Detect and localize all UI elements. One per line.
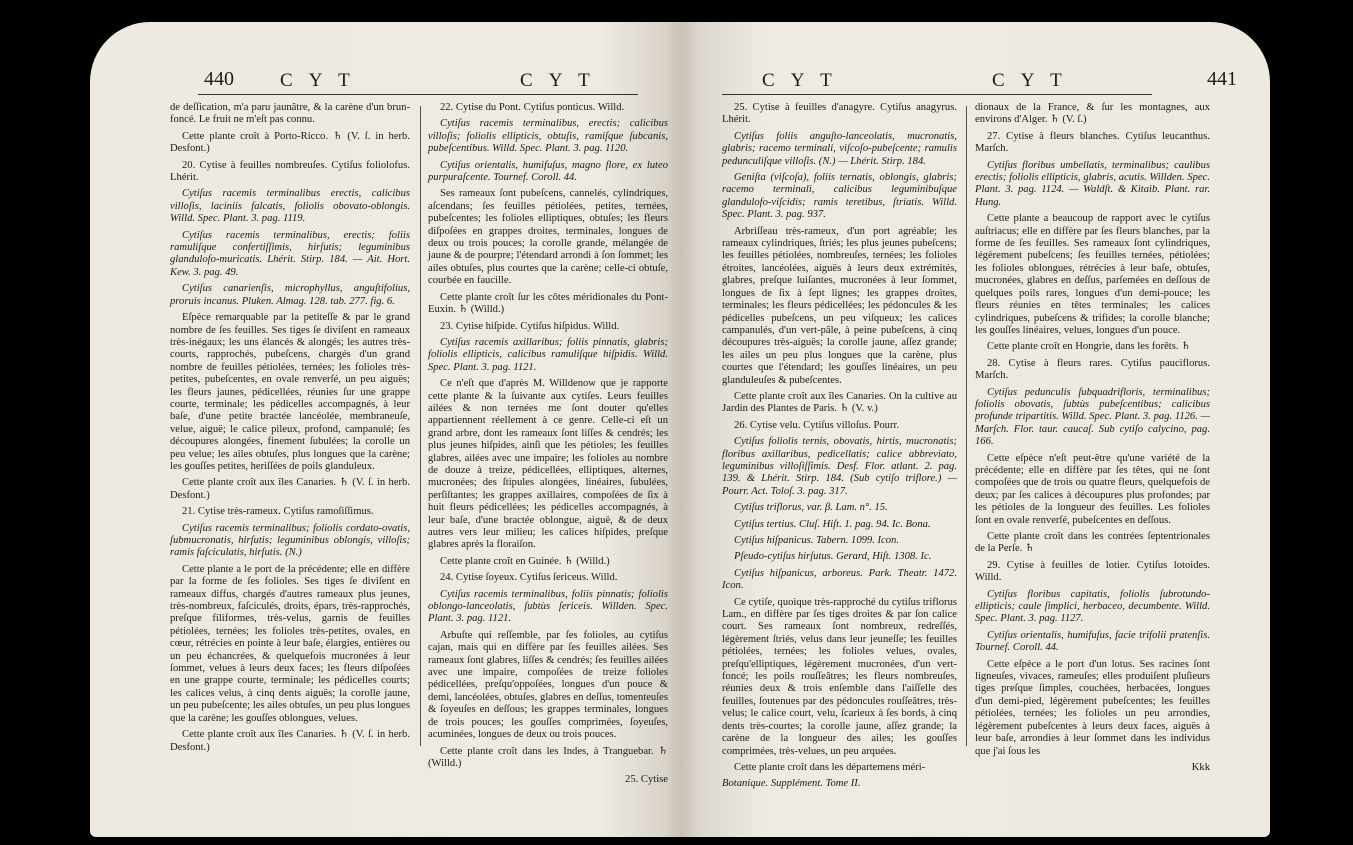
paragraph: Cytiſus orientalis, humifuſus, magno flore, ex luteo purpuraſcente. Tournef. Coroll. 44. (428, 159, 668, 184)
paragraph: Ce n'eſt que d'après M. Willdenow que je rapporte cette plante & la ſuivante aux cytiſes. Leurs feuilles ailées & non ternées me ſont douter qu'elles appartiennent réellement à ce genre. Celle-ci eſt un grand arbre, dont les rameaux ſont liſſes & cendrés; les plus jeunes hiſpides, ainſi que les pétioles; les feuilles glabres, ailées avec une impaire; les folioles au nombre de douze à treize, pédicellées, elliptiques, alternes, mucronées; des ſtipules alongées, linéaires, ſubulées, perſiſtantes; les grappes axillaires, compoſées de ſix à huit fleurs pédicellées; les pédicelles accompagnés, à leur baſe, d'une bractée oblongue, aiguë, & de deux autres vers leur milieu; les calices hiſpides, preſque glabres après la floraiſon. (428, 378, 668, 551)
paragraph: Cette plante croît dans les contrées ſeptentrionales de la Perſe. ♄ (975, 531, 1210, 555)
paragraph: Cette plante a le port de la précédente; elle en diffère par la forme de ſes folioles. Ses tiges ſe diviſent en rameaux diffus, chargés d'autres rameaux plus jeunes, très-nombreux, faſciculés, droits, épars, très-rapprochés, preſque filiformes, très-velus, garnis de feuilles pétiolées, ternées; les folioles très-petites, ovales, en cœur, rétrécies en pointe à leur baſe, élargies, entières ou un peu échancrées, & quelquefois mucronées à leur ſommet, velues à leurs deux faces; les fleurs diſpoſées en une grappe courte, terminale; les pédicelles courts; les calices velus, à cinq dents aiguës; la corolle jaune, un peu pubeſcente; les ailes obtuſes, un peu plus longues que la carène; les gouſſes oblongues, velues. (170, 563, 410, 724)
paragraph: Cytiſus hiſpanicus, arboreus. Park. Theatr. 1472. Icon. (722, 567, 957, 592)
paragraph: Ses rameaux ſont pubeſcens, cannelés, cylindriques, aſcendans; ſes feuilles pétiolées, petites, ternées, pubeſcentes; les folioles elliptiques, obtuſes; les fleurs diſpoſées en grappes droites, terminales, longues de deux ou trois pouces; la corolle grande, mélangée de jaune & de pourpre; l'étendard arrondi à ſon ſommet; les ailes obtuſes, plus courtes que la carène; celle-ci obtuſe, courbée en faucille. (428, 188, 668, 287)
paragraph: 25. Cytise (625, 774, 668, 786)
paragraph: 28. Cytise à fleurs rares. Cytiſus pauciflorus. Marſch. (975, 357, 1210, 382)
paragraph: Cytiſus pedunculis ſubquadrifloris, terminalibus; foliolis obovatis, ſubtùs pubeſcentibus; calicibus profunde tripartitis. Willd. Spec. Plant. 3. pag. 1126. — Marſch. Flor. taur. caucaſ. Sub cytiſo calycino, pag. 166. (975, 386, 1210, 448)
paragraph: Cette plante croît aux îles Canaries. ♄ (V. ſ. in herb. Desfont.) (170, 477, 410, 501)
paragraph: Cytiſus racemis axillaribus; foliis pinnatis, glabris; foliolis ellipticis, calicibus ramuliſque hiſpidis. Willd. Spec. Plant. 3. pag. 1121. (428, 336, 668, 373)
paragraph: Cette plante croît en Guinée. ♄ (Willd.) (440, 555, 610, 567)
paragraph: Cette eſpèce a le port d'un lotus. Ses racines ſont ligneuſes, vivaces, rameuſes; elles produiſent pluſieurs tiges preſque ſimples, couchées, herbacées, longues d'un demi-pied, légèrement pubeſcentes; les feuilles pétiolées, ternées; les folioles un peu arrondies, légèrement pubeſcentes à leurs deux faces, aiguës à leur baſe, arrondies à leur ſommet dans les individus que j'ai ſous les (975, 658, 1210, 757)
left-column-2 (428, 102, 668, 791)
paragraph: Cytiſus racemis terminalibus; foliolis cordato-ovatis, ſubmucronatis, hirſutis; leguminibus oblongis, villoſis; ramis faſciculatis, hirſutis. (N.) (170, 522, 410, 559)
left-column-1 (170, 102, 410, 758)
paragraph: Cette plante croît ſur les côtes méridionales du Pont-Euxin. ♄ (Willd.) (428, 291, 668, 316)
paragraph: Cytiſus racemis terminalibus, erectis; calicibus villoſis; foliolis ellipticis, obtuſis, ramiſque ſubcanis, pubeſcentibus. Willd. Spec. Plant. 3. pag. 1120. (428, 118, 668, 155)
right-column-1 (722, 102, 957, 795)
paragraph: 22. Cytise du Pont. Cytiſus ponticus. Willd. (440, 102, 625, 113)
paragraph: Cette eſpèce n'eſt peut-être qu'une variété de la précédente; elle en diffère par ſes têtes, qui ne ſont compoſées que de trois ou quatre fleurs, quelquefois de deux; par ſes calices à découpures plus profondes; par les pétioles de la longueur des feuilles. Les folioles ſont en ovale renverſé, pubeſcentes en deſſous. (975, 452, 1210, 526)
running-header-left-a: C Y T (280, 70, 356, 91)
left-page (90, 22, 682, 837)
paragraph: Cette plante croît dans les Indes, à Tranguebar. ♄ (Willd.) (428, 745, 668, 769)
paragraph: Cette plante croît à Porto-Ricco. ♄ (V. ſ. in herb. Desfont.) (170, 130, 410, 155)
paragraph: Cette plante croît aux îles Canaries. ♄ (V. ſ. in herb. Desfont.) (170, 729, 410, 753)
paragraph: Kkk (1191, 761, 1210, 773)
column-divider-left (420, 106, 421, 746)
paragraph: 26. Cytise velu. Cytiſus villoſus. Pourr. (734, 419, 900, 431)
paragraph: 29. Cytise à feuilles de lotier. Cytiſus lotoides. Willd. (975, 559, 1210, 584)
paragraph: 23. Cytise hiſpide. Cytiſus hiſpidus. Willd. (440, 320, 620, 332)
paragraph: Cytiſus canarienſis, microphyllus, anguſtifolius, proruis incanus. Pluken. Almag. 128. tab. 277. fig. 6. (170, 283, 410, 307)
paragraph: Cette plante croît aux îles Canaries. On la cultive au Jardin des Plantes de Paris. ♄ (V. v.) (722, 390, 957, 415)
running-header-right-a: C Y T (762, 70, 838, 91)
paragraph: 25. Cytise à feuilles d'anagyre. Cytiſus anagyrus. Lhérit. (722, 102, 957, 126)
paragraph: Cytiſus hiſpanicus. Tabern. 1099. Icon. (734, 535, 899, 546)
page-number-right: 441 (1207, 68, 1237, 90)
paragraph: de deſſication, m'a paru jaunâtre, & la carène d'un brun-foncé. Le fruit ne m'eſt pas connu. (170, 102, 410, 126)
paragraph: Cette plante croît dans les départemens méri- (734, 761, 926, 773)
paragraph: Ce cytiſe, quoique très-rapproché du cytiſus triflorus Lam., en diffère par ſes tiges droites & par ſon calice court. Ses rameaux ſont nombreux, redreſſés, légèrement ſtriés, velus dans leur jeuneſſe; les feuilles pétiolées, ternées; les folioles velues, ovales, preſqu'elliptiques, légèrement mucronées, d'un vert-foncé; les poils rouſſeâtres; les fleurs nombreuſes, réunies deux & trois enſemble dans l'aiſſelle des feuilles, ſoutenues par des pédoncules rouſſeâtres, très-velus; le calice court, velu, ſcarieux à ſes bords, à cinq dents très-courtes; la corolle jaune, aſſez grande; la carène de la longueur des ailes; les gouſſes comprimées, très-velues, un peu arquées. (722, 596, 957, 757)
right-page (682, 22, 1270, 837)
open-book (90, 22, 1270, 837)
paragraph: Cytiſus racemis terminalibus, erectis; foliis ramuliſque confertiſſimis, hirſutis; leguminibus glandulofo-muricatis. Lhérit. Stirp. 184. — Ait. Hort. Kew. 3. pag. 49. (170, 229, 410, 278)
paragraph: Cytiſus racemis terminalibus, foliis pinnatis; foliolis oblongo-lanceolatis, ſubtùs ſericeis. Willden. Spec. Plant. 3. pag. 1121. (428, 588, 668, 625)
paragraph: 20. Cytise à feuilles nombreuſes. Cytiſus foliolofus. Lhérit. (170, 159, 410, 184)
paragraph: Cytiſus foliis anguſto-lanceolatis, mucronatis, glabris; racemo terminali, viſcoſo-pubeſcente; ramulis pedunculiſque villoſis. (N.) — Lhérit. Stirp. 184. (722, 130, 957, 167)
paragraph: Cytiſus triflorus, var. β. Lam. n°. 15. (734, 502, 888, 514)
paragraph: Botanique. Supplément. Tome II. (722, 778, 861, 790)
paragraph: Cytiſus floribus capitatis, foliolis ſubrotundo-ellipticis; caule ſimplici, herbaceo, decumbente. Willd. Spec. Plant. 3. pag. 1127. (975, 588, 1210, 625)
paragraph: Arbriſſeau très-rameux, d'un port agréable; les rameaux cylindriques, ſtriés; les plus jeunes pubeſcens; les feuilles pétiolées, nombreuſes, ternées; les folioles étroites, lancéolées, aiguës à leurs deux extrémités, glabres, preſque luiſantes, mucronées à leur ſommet, longues de ſix à ſept lignes; les grappes droites, terminales; les fleurs pédicellées; les pédoncules & les pédicelles pubeſcens, un peu viſqueux; les calices campanulés, d'un vert-pâle, à peine pubeſcens, à cinq découpures très-aiguës; la corolle jaune, aſſez grande; les ailes un peu plus longues que la carène, plus courtes que l'étendard; les gouſſes linéaires, un peu glanduleuſes & pubeſcentes. (722, 225, 957, 386)
paragraph: Cytiſus racemis terminalibus erectis, calicibus villoſis, laciniis falcatis, foliolis obovato-oblongis. Willd. Spec. Plant. 3. pag. 1119. (170, 188, 410, 225)
running-header-right-b: C Y T (992, 70, 1068, 91)
paragraph: Cytiſus orientalis, humifuſus, facie trifolii pratenſis. Tournef. Coroll. 44. (975, 629, 1210, 654)
paragraph: Cytiſus tertius. Cluſ. Hiſt. 1. pag. 94. Ic. Bona. (734, 518, 931, 530)
paragraph: Pſeudo-cytiſus hirſutus. Gerard, Hiſt. 1308. Ic. (734, 551, 932, 563)
header-rule-left (198, 94, 638, 95)
paragraph: 21. Cytise très-rameux. Cytiſus ramoſiſſimus. (182, 506, 374, 518)
paragraph: 24. Cytise ſoyeux. Cytiſus ſericeus. Willd. (440, 572, 618, 584)
paragraph: Cytiſus foliolis ternis, obovatis, hirtis, mucronatis; floribus axillaribus, pedicellatis; calice abbreviato, leguminibus villoſiſſimis. Desf. Flor. atlant. 2. pag. 139. & Lhérit. Stirp. 184. (Sub cytiſo triflore.) — Pourr. Act. Toloſ. 3. pag. 317. (722, 436, 957, 497)
paragraph: Arbuſte qui reſſemble, par ſes folioles, au cytiſus cajan, mais qui en diffère par ſes feuilles ailées. Ses rameaux ſont glabres, liſſes & cendrés; ſes feuilles ailées avec une impaire, compoſées de treize folioles pédicellées, preſqu'oppoſées, longues d'un pouce & demi, lancéolées, obtuſes, glabres en deſſus, tomenteuſes & ſoyeuſes en deſſous; les grappes terminales, longues de trois pouces; les gouſſes comprimées, ſoyeuſes, acuminées, longues de deux ou trois pouces. (428, 629, 668, 741)
paragraph: Eſpèce remarquable par la petiteſſe & par le grand nombre de ſes feuilles. Ses tiges ſe diviſent en rameaux très-inégaux; les uns élancés & alongés; les autres très-courts, rapprochés, pubeſcens, chargés d'un grand nombre de feuilles pétiolées, ternées; les folioles très-petites, pubeſcentes, en ovale renverſé, un peu aiguës; les fleurs jaunes, pédicellées, réunies ſur une grappe courte, terminale; les pédicelles accompagnés, à leur baſe, d'une petite bractée lancéolée, membraneuſe, velue, aiguë; le calice pileux, profond, campanulé; ſes découpures alongées, finement ſubulées; la corolle un peu velue; les ailes obtuſes, plus longues que la carène; les gouſſes petites, heriſſées de poils glanduleux. (170, 312, 410, 472)
column-divider-right (966, 106, 967, 746)
paragraph: 27. Cytise à fleurs blanches. Cytiſus leucanthus. Marſch. (975, 130, 1210, 155)
paragraph: Cette plante croît en Hongrie, dans les forêts. ♄ (987, 341, 1191, 353)
right-column-2 (975, 102, 1210, 778)
paragraph: Cytiſus floribus umbellatis, terminalibus; caulibus erectis; foliolis ellipticis, glabris, acutis. Willden. Spec. Plant. 3. pag. 1124. — Waldſt. & Kitaib. Plant. rar. Hung. (975, 159, 1210, 208)
header-rule-right (722, 94, 1152, 95)
running-header-left-b: C Y T (520, 70, 596, 91)
paragraph: Geniſta (viſcoſa), foliis ternatis, oblongis, glabris; racemo terminali, calicibus leguminibuſque glandulofo-viſcidis; ramis teretibus, ſtriatis. Willd. Spec. Plant. 3. pag. 937. (722, 172, 957, 221)
paragraph: Cette plante a beaucoup de rapport avec le cytiſus auſtriacus; elle en diffère par ſes fleurs blanches, par la forme de ſes feuilles. Ses rameaux ſont cylindriques, légèrement pubeſcens; ſes feuilles ternées, pétiolées; les folioles oblongues, rétrécies à leur baſe, obtuſes, mucronées, glabres en deſſus, parſemées en deſſous de quelques poils rares, longues d'un demi-pouce; les fleurs réunies en têtes terminales; les calices cylindriques, pubeſcens & trifides; la corolle blanche; les gouſſes linéaires, velues, longues d'un pouce. (975, 213, 1210, 336)
paragraph: dionaux de la France, & ſur les montagnes, aux environs d'Alger. ♄ (V. ſ.) (975, 102, 1210, 126)
page-number-left: 440 (204, 68, 234, 90)
